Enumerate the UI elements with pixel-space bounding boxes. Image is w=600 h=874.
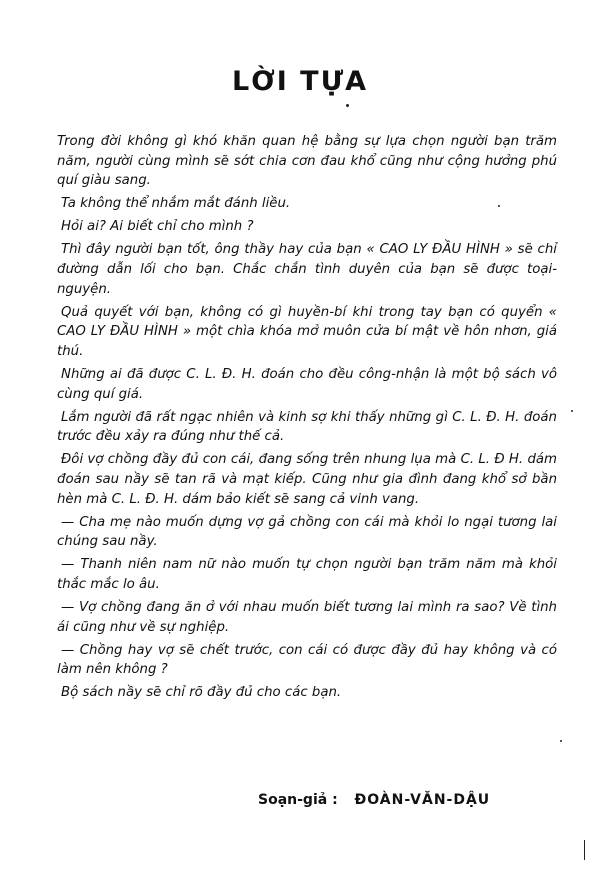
paragraph: Bộ sách nầy sẽ chỉ rõ đầy đủ cho các bạn.	[61, 685, 342, 701]
scan-speck	[346, 104, 349, 107]
paragraph: — Cha mẹ nào muốn dựng vợ gả chồng con cái mà khỏi lo ngại tương lai chúng sau nầy.	[57, 514, 557, 550]
scan-speck	[560, 740, 562, 742]
paragraph: Thì đây người bạn tốt, ông thầy hay của bạn « CAO LY ĐẦU HÌNH » sẽ chỉ đường dẫn lối cho bạn. Chắc chắn tình duyên của bạn sẽ được toại-nguyện.	[57, 242, 557, 297]
paragraph: Những ai đã được C. L. Đ. H. đoán cho đều công-nhận là một bộ sách vô cùng quí giá.	[57, 367, 557, 402]
paragraph: — Chồng hay vợ sẽ chết trước, con cái có được đầy đủ hay không và có làm nên không ?	[57, 642, 557, 678]
scan-speck	[498, 205, 500, 207]
paragraph: Ta không thể nhắm mắt đánh liều.	[61, 196, 291, 212]
signature	[258, 792, 558, 808]
paragraph: Hỏi ai? Ai biết chỉ cho mình ?	[61, 219, 254, 235]
scan-speck	[584, 840, 585, 860]
signature-label: Soạn-giả :	[258, 792, 338, 808]
page-title: LỜI TỰA	[231, 66, 369, 97]
paragraph: Trong đời không gì khó khăn quan hệ bằng sự lựa chọn người bạn trăm năm, người cùng mình sẽ sớt chia cơn đau khổ cũng như cộng hưởng phú quí giàu sang.	[57, 134, 557, 189]
paragraph: Lắm người đã rất ngạc nhiên và kinh sợ khi thấy những gì C. L. Đ. H. đoán trước đều xảy ra đúng như thế cả.	[57, 409, 557, 445]
paragraph: — Thanh niên nam nữ nào muốn tự chọn người bạn trăm năm mà khỏi thắc mắc lo âu.	[57, 557, 557, 592]
paragraph: Quả quyết với bạn, không có gì huyền-bí khi trong tay bạn có quyển « CAO LY ĐẦU HÌNH » một chìa khóa mở muôn cửa bí mật về hôn nhơn, giá thú.	[57, 304, 557, 359]
author-name: ĐOÀN-VĂN-DẬU	[354, 792, 491, 808]
paragraph: Đôi vợ chồng đầy đủ con cái, đang sống trên nhung lụa mà C. L. Đ H. dám đoán sau nầy sẽ tan rã và mạt kiếp. Cũng như gia đình đang khổ sở bần hèn mà C. L. Đ. H. dám bảo kiết sẽ sang cả vinh vang.	[57, 452, 557, 507]
preface-body	[57, 132, 557, 707]
scan-speck	[571, 410, 573, 412]
paragraph: — Vợ chồng đang ăn ở với nhau muốn biết tương lai mình ra sao? Về tình ái cũng như về sự nghiệp.	[57, 600, 557, 635]
